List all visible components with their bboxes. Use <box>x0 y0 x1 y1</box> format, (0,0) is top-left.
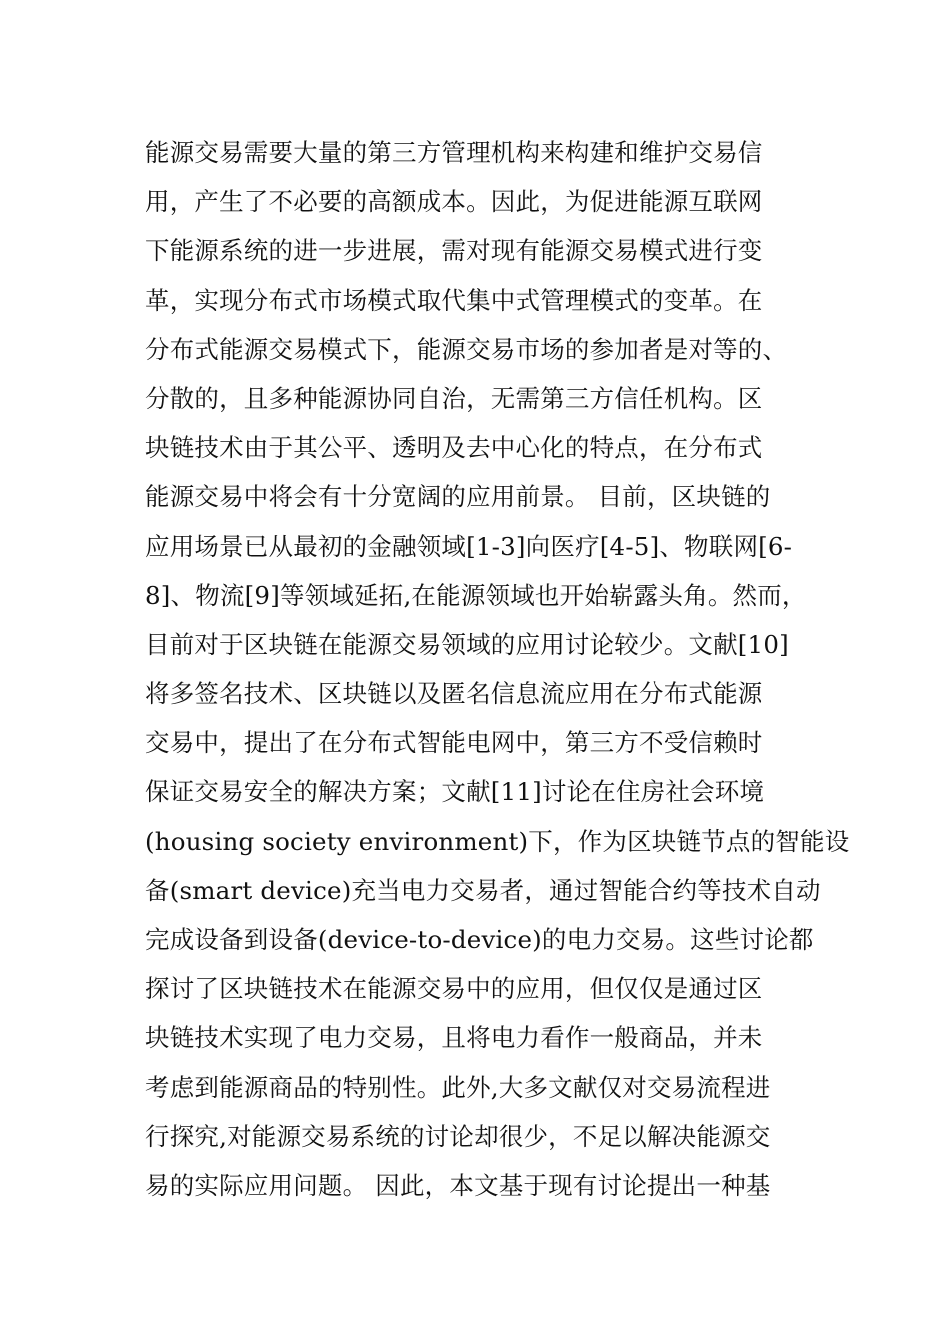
text-line: 易的实际应用问题。 因此，本文基于现有讨论提出一种基 <box>145 1170 771 1200</box>
text-line: 应用场景已从最初的金融领域[1-3]向医疗[4-5]、物联网[6- <box>145 531 793 561</box>
text-line: 保证交易安全的解决方案；文献[11]讨论在住房社会环境 <box>145 777 765 807</box>
text-line: 完成设备到设备(device-to-device)的电力交易。这些讨论都 <box>145 925 814 954</box>
text-line: (housing society environment)下，作为区块链节点的智能设 <box>145 826 850 856</box>
text-line: 分散的，且多种能源协同自治，无需第三方信任机构。区 <box>145 383 763 413</box>
text-line: 将多签名技术、区块链以及匿名信息流应用在分布式能源 <box>145 679 763 709</box>
text-line: 能源交易中将会有十分宽阔的应用前景。 目前，区块链的 <box>145 482 771 512</box>
text-line: 能源交易需要大量的第三方管理机构来构建和维护交易信 <box>145 138 763 167</box>
text-line: 用，产生了不必要的高额成本。因此，为促进能源互联网 <box>145 187 763 217</box>
body-paragraph <box>145 128 850 1210</box>
text-line: 备(smart device)充当电力交易者，通过智能合约等技术自动 <box>145 875 821 905</box>
text-line: 块链技术由于其公平、透明及去中心化的特点，在分布式 <box>145 433 763 463</box>
text-line: 目前对于区块链在能源交易领域的应用讨论较少。文献[10] <box>145 629 789 659</box>
text-line: 探讨了区块链技术在能源交易中的应用，但仅仅是通过区 <box>145 974 763 1004</box>
text-line: 块链技术实现了电力交易，且将电力看作一般商品，并未 <box>145 1023 763 1053</box>
text-line: 8]、物流[9]等领域延拓,在能源领域也开始崭露头角。然而， <box>145 580 807 610</box>
text-line: 下能源系统的进一步进展，需对现有能源交易模式进行变 <box>145 236 763 266</box>
text-line: 分布式能源交易模式下，能源交易市场的参加者是对等的、 <box>145 334 788 364</box>
text-line: 行探究,对能源交易系统的讨论却很少，不足以解决能源交 <box>145 1121 771 1151</box>
text-line: 考虑到能源商品的特别性。此外,大多文献仅对交易流程进 <box>145 1072 771 1102</box>
text-line: 革，实现分布式市场模式取代集中式管理模式的变革。在 <box>145 285 763 315</box>
text-line: 交易中，提出了在分布式智能电网中，第三方不受信赖时 <box>145 728 763 758</box>
